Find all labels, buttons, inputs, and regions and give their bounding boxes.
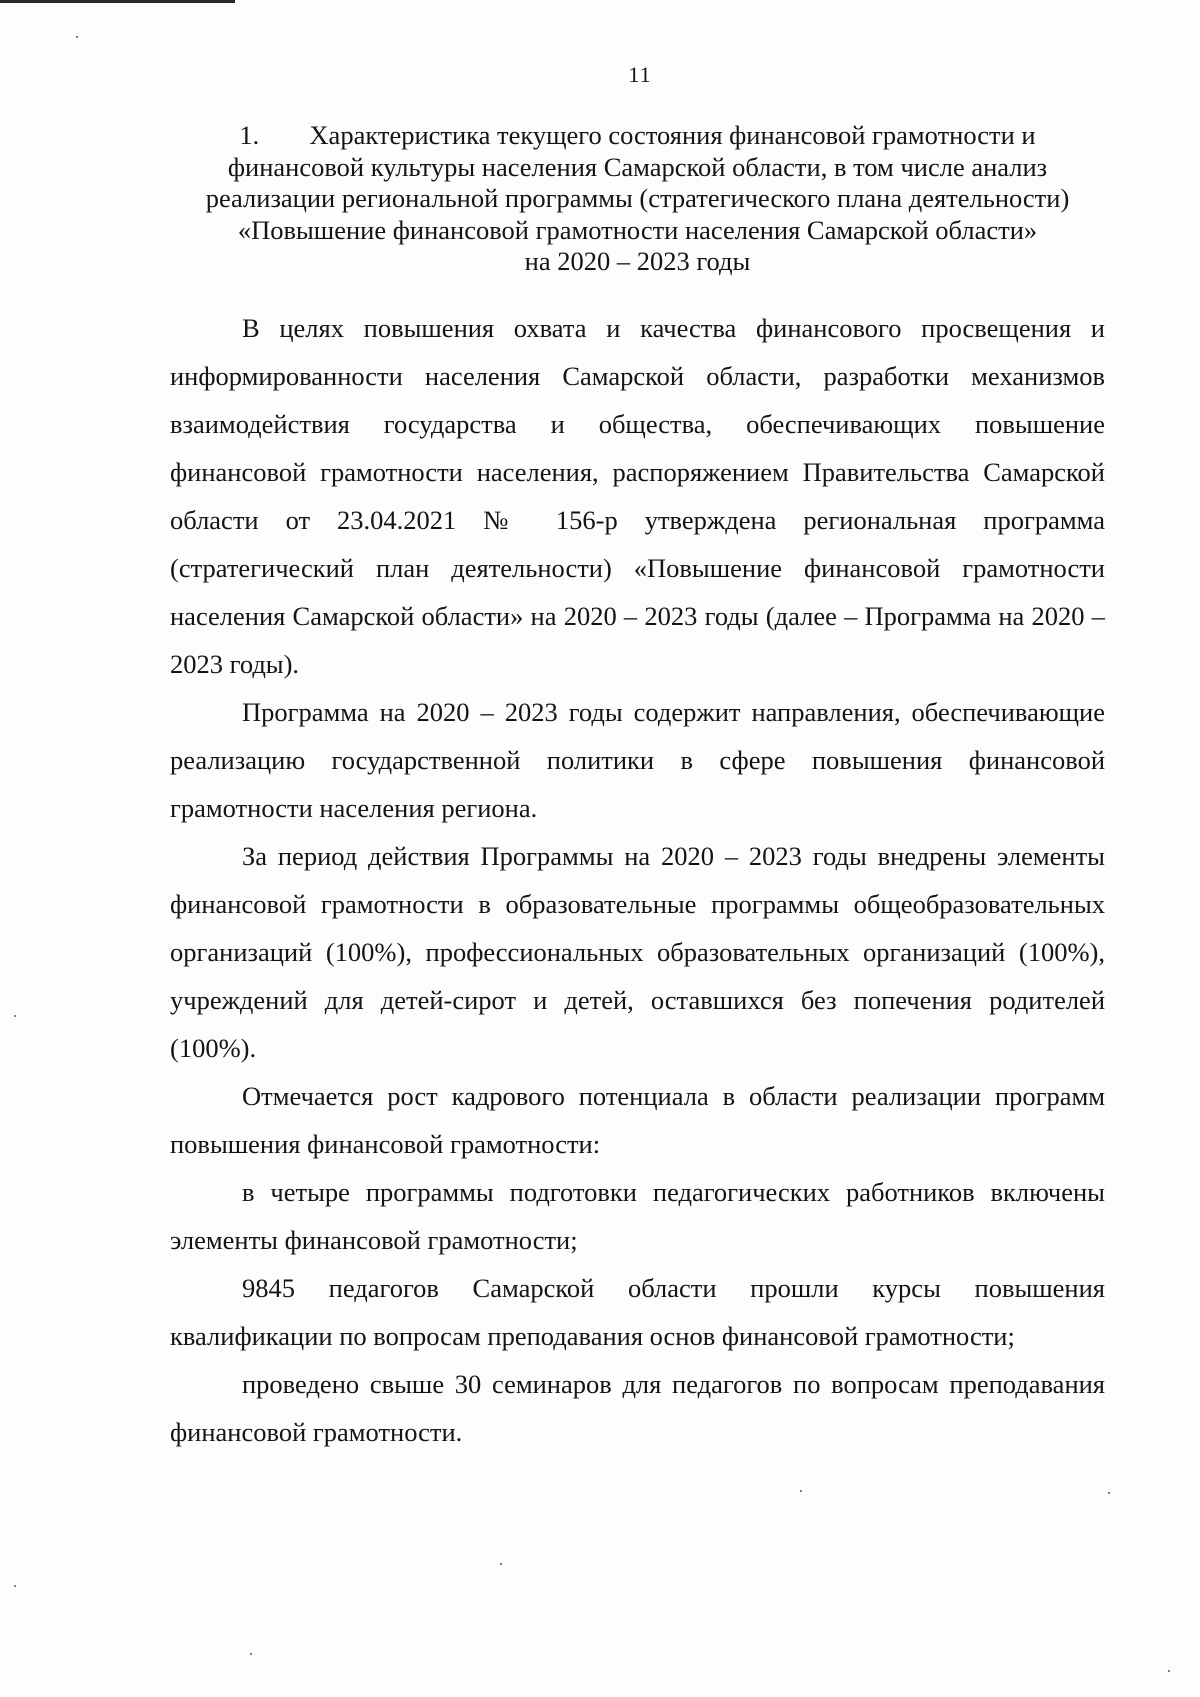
heading-line-3: реализации региональной программы (стратегического плана деятельности)	[205, 183, 1070, 213]
paragraph-training-programs: в четыре программы подготовки педагогических работников включены элементы финансовой грамотности;	[170, 1177, 1105, 1255]
paragraph-program-approval: В целях повышения охвата и качества финансового просвещения и информированности населения Самарской области, разработки механизмов взаимодействия государства и общества, обеспечивающих повышение финансовой грамотности населения, распоряжением Правительства Самарской области от 23.04.2021 № 156-р утверждена региональная программа (стратегический план деятельности) «Повышение финансовой грамотности населения Самарской области» на 2020 – 2023 годы (далее – Программа на 2020 – 2023 годы).	[170, 313, 1105, 679]
paragraph-seminars: проведено свыше 30 семинаров для педагогов по вопросам преподавания финансовой грамотности.	[170, 1369, 1105, 1447]
section-heading	[170, 120, 1105, 278]
top-edge-rule	[0, 0, 235, 3]
heading-number: 1.	[239, 120, 260, 150]
paragraph-implementation-results: За период действия Программы на 2020 – 2023 годы внедрены элементы финансовой грамотности в образовательные программы общеобразовательных организаций (100%), профессиональных образовательных организаций (100%), учреждений для детей-сирот и детей, оставшихся без попечения родителей (100%).	[170, 841, 1105, 1063]
heading-line-5: на 2020 – 2023 годы	[524, 246, 751, 276]
paragraph-program-directions: Программа на 2020 – 2023 годы содержит направления, обеспечивающие реализацию государственной политики в сфере повышения финансовой грамотности населения региона.	[170, 697, 1105, 823]
scan-speck	[14, 1015, 16, 1017]
scan-speck	[76, 36, 78, 38]
paragraph-teachers-trained: 9845 педагогов Самарской области прошли курсы повышения квалификации по вопросам преподавания основ финансовой грамотности;	[170, 1273, 1105, 1351]
scan-speck	[14, 1585, 16, 1587]
scan-speck	[250, 1653, 252, 1655]
scan-speck	[500, 1563, 502, 1565]
scan-speck	[1168, 1670, 1170, 1672]
page-number: 11	[628, 62, 652, 87]
heading-line-text: Характеристика текущего состояния финансовой грамотности и	[309, 120, 1036, 150]
scan-speck	[1108, 1492, 1110, 1494]
paragraph-staff-potential: Отмечается рост кадрового потенциала в области реализации программ повышения финансовой грамотности:	[170, 1081, 1105, 1159]
scan-speck	[800, 1490, 802, 1492]
heading-line-4: «Повышение финансовой грамотности населения Самарской области»	[237, 214, 1038, 245]
heading-line-2: финансовой культуры населения Самарской области, в том числе анализ	[227, 151, 1048, 182]
body-text	[170, 304, 1105, 1456]
heading-line-1	[170, 120, 1105, 152]
